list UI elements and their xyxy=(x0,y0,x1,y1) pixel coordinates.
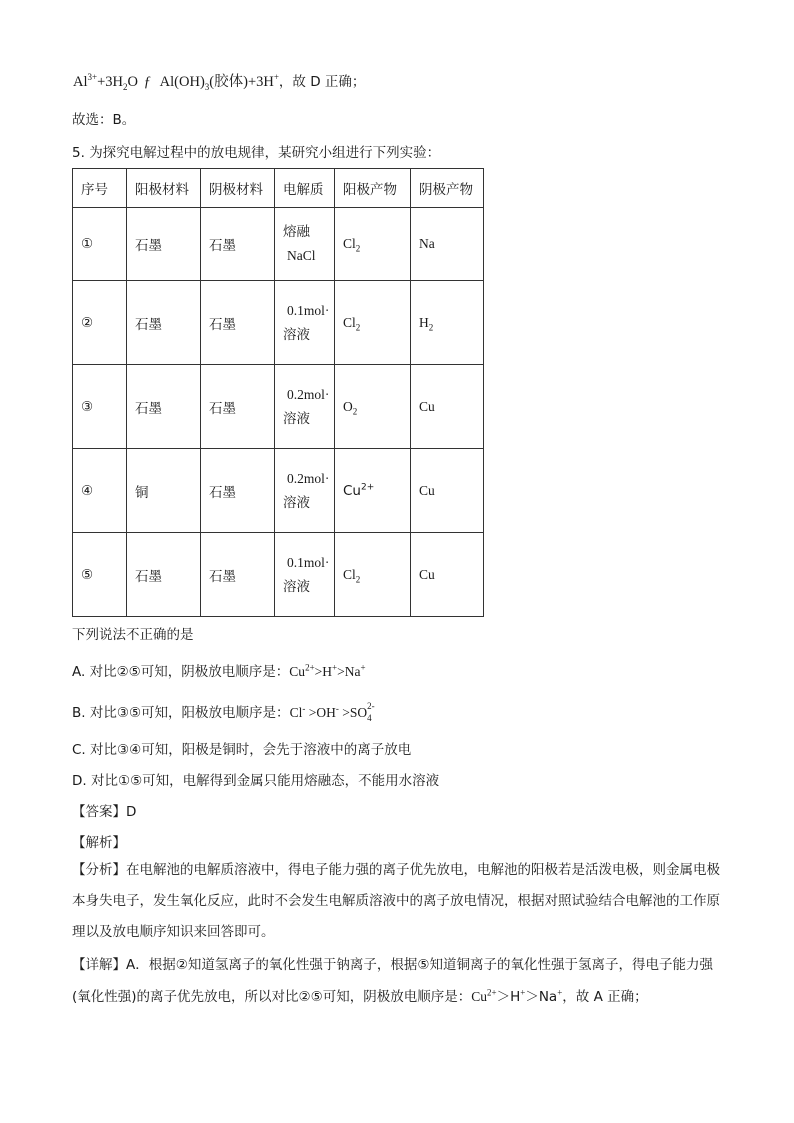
anode-material: 石墨 xyxy=(127,208,201,281)
experiment-table xyxy=(72,168,484,617)
option-d: D. 对比①⑤可知，电解得到金属只能用熔融态，不能用水溶液 xyxy=(72,773,440,789)
electrolyte: 0.1mol· 溶液 xyxy=(275,281,335,365)
anode-product: $Cl_2$ xyxy=(335,208,411,281)
table-row xyxy=(73,208,484,281)
previous-answer: 故选：B。 xyxy=(72,112,136,128)
table-header-cell: 阳极产物 xyxy=(335,169,411,208)
row-number: ⑤ xyxy=(73,533,127,617)
hydrolysis-equation: $Al^{3+}+3H_2O$ ƒ $Al(OH)_3$(胶体)+3H+，故 D 正确； xyxy=(73,72,366,92)
table-header-cell: 阴极产物 xyxy=(411,169,484,208)
question-stem: 5. 为探究电解过程中的放电规律，某研究小组进行下列实验： xyxy=(72,145,441,161)
anode-material: 铜 xyxy=(127,449,201,533)
table-header-cell: 阴极材料 xyxy=(201,169,275,208)
cathode-product: Na xyxy=(411,208,484,281)
row-number: ① xyxy=(73,208,127,281)
analysis-paragraph: 【分析】在电解池的电解质溶液中，得电子能力强的离子优先放电，电解池的阳极若是活泼电极，则金属电极本身失电子，发生氧化反应，此时不会发生电解质溶液中的离子放电情况，根据对照试验结合电解池的工作原理以及放电顺序知识来回答即可。 xyxy=(72,862,720,940)
answer-line: 【答案】D xyxy=(72,804,137,820)
cathode-material: 石墨 xyxy=(201,365,275,449)
cathode-material: 石墨 xyxy=(201,281,275,365)
cathode-material: 石墨 xyxy=(201,208,275,281)
anode-product: $Cl_2$ xyxy=(335,281,411,365)
table-header-row xyxy=(73,169,484,208)
table-header-cell: 电解质 xyxy=(275,169,335,208)
analysis-heading: 【解析】 xyxy=(72,835,126,851)
row-number: ③ xyxy=(73,365,127,449)
electrolyte: 0.2mol· 溶液 xyxy=(275,365,335,449)
table-row xyxy=(73,281,484,365)
electrolyte: 0.1mol· 溶液 xyxy=(275,533,335,617)
anode-material: 石墨 xyxy=(127,365,201,449)
anode-product: $Cu^{2+}$ xyxy=(335,449,411,533)
anode-material: 石墨 xyxy=(127,533,201,617)
equilibrium-glyph: ƒ xyxy=(143,74,151,90)
table-header-cell: 阳极材料 xyxy=(127,169,201,208)
anode-product: $O_2$ xyxy=(335,365,411,449)
electrolyte: 熔融 NaCl xyxy=(275,208,335,281)
option-a: A. 对比②⑤可知，阴极放电顺序是：$Cu^{2+}>H^+>Na^+$ xyxy=(72,662,366,680)
electrolyte: 0.2mol· 溶液 xyxy=(275,449,335,533)
cathode-material: 石墨 xyxy=(201,449,275,533)
question-prompt: 下列说法不正确的是 xyxy=(72,627,194,643)
table-header-cell: 序号 xyxy=(73,169,127,208)
option-c: C. 对比③④可知，阳极是铜时，会先于溶液中的离子放电 xyxy=(72,742,412,758)
detail-paragraph: 【详解】A．根据②知道氢离子的氧化性强于钠离子，根据⑤知道铜离子的氧化性强于氢离子，得电子能力强(氧化性强)的离子优先放电，所以对比②⑤可知，阴极放电顺序是：$Cu^{2+}>H^+>Na^+$，故 A 正确； xyxy=(72,957,713,1005)
cathode-product: Cu xyxy=(411,533,484,617)
cathode-product: Cu xyxy=(411,449,484,533)
cathode-material: 石墨 xyxy=(201,533,275,617)
cathode-product: $H_2$ xyxy=(411,281,484,365)
anode-material: 石墨 xyxy=(127,281,201,365)
row-number: ② xyxy=(73,281,127,365)
anode-product: $Cl_2$ xyxy=(335,533,411,617)
table-row xyxy=(73,449,484,533)
cathode-product: Cu xyxy=(411,365,484,449)
row-number: ④ xyxy=(73,449,127,533)
option-b: B. 对比③⑤可知，阳极放电顺序是：Cl- >OH- >SO 2- 4 xyxy=(72,700,375,723)
table-row xyxy=(73,533,484,617)
table-row xyxy=(73,365,484,449)
